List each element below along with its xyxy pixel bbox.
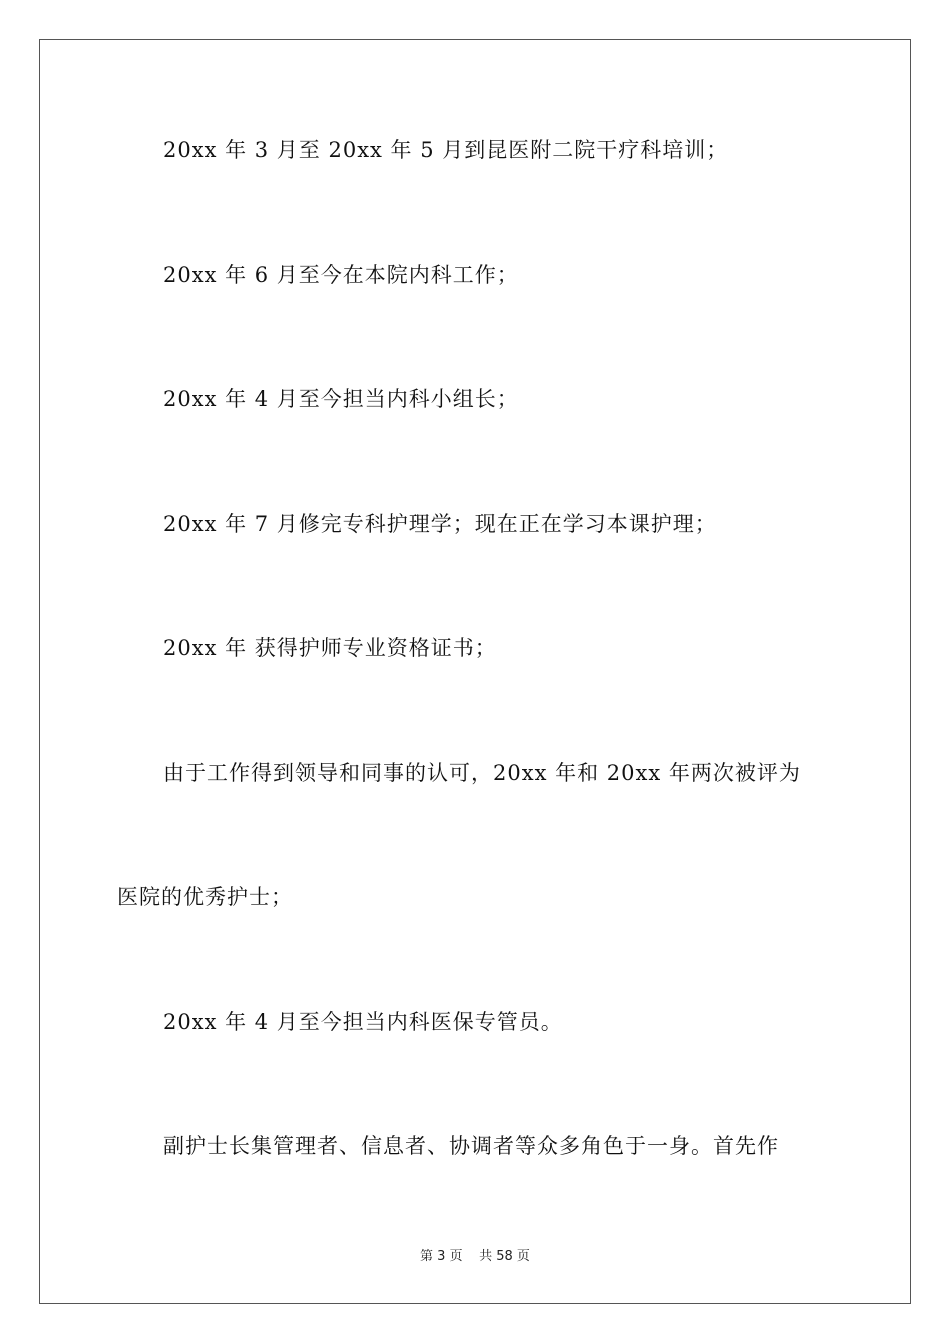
page-total: 共 58 页 <box>479 1249 530 1264</box>
page-number: 第 3 页 <box>420 1249 463 1264</box>
paragraph-line-2: 20xx 年 6 月至今在本院内科工作； <box>163 263 519 287</box>
paragraph-line-8: 20xx 年 4 月至今担当内科医保专管员。 <box>163 1010 563 1034</box>
paragraph-line-4: 20xx 年 7 月修完专科护理学；现在正在学习本课护理； <box>163 512 717 536</box>
page-footer <box>0 1248 950 1266</box>
paragraph-line-6: 由于工作得到领导和同事的认可，20xx 年和 20xx 年两次被评为 <box>163 761 801 785</box>
paragraph-line-1: 20xx 年 3 月至 20xx 年 5 月到昆医附二院干疗科培训； <box>163 138 729 162</box>
paragraph-line-3: 20xx 年 4 月至今担当内科小组长； <box>163 387 519 411</box>
paragraph-line-9: 副护士长集管理者、信息者、协调者等众多角色于一身。首先作 <box>163 1134 779 1158</box>
page-border <box>39 39 911 1304</box>
paragraph-line-5: 20xx 年 获得护师专业资格证书； <box>163 636 497 660</box>
paragraph-line-7: 医院的优秀护士； <box>117 885 293 909</box>
